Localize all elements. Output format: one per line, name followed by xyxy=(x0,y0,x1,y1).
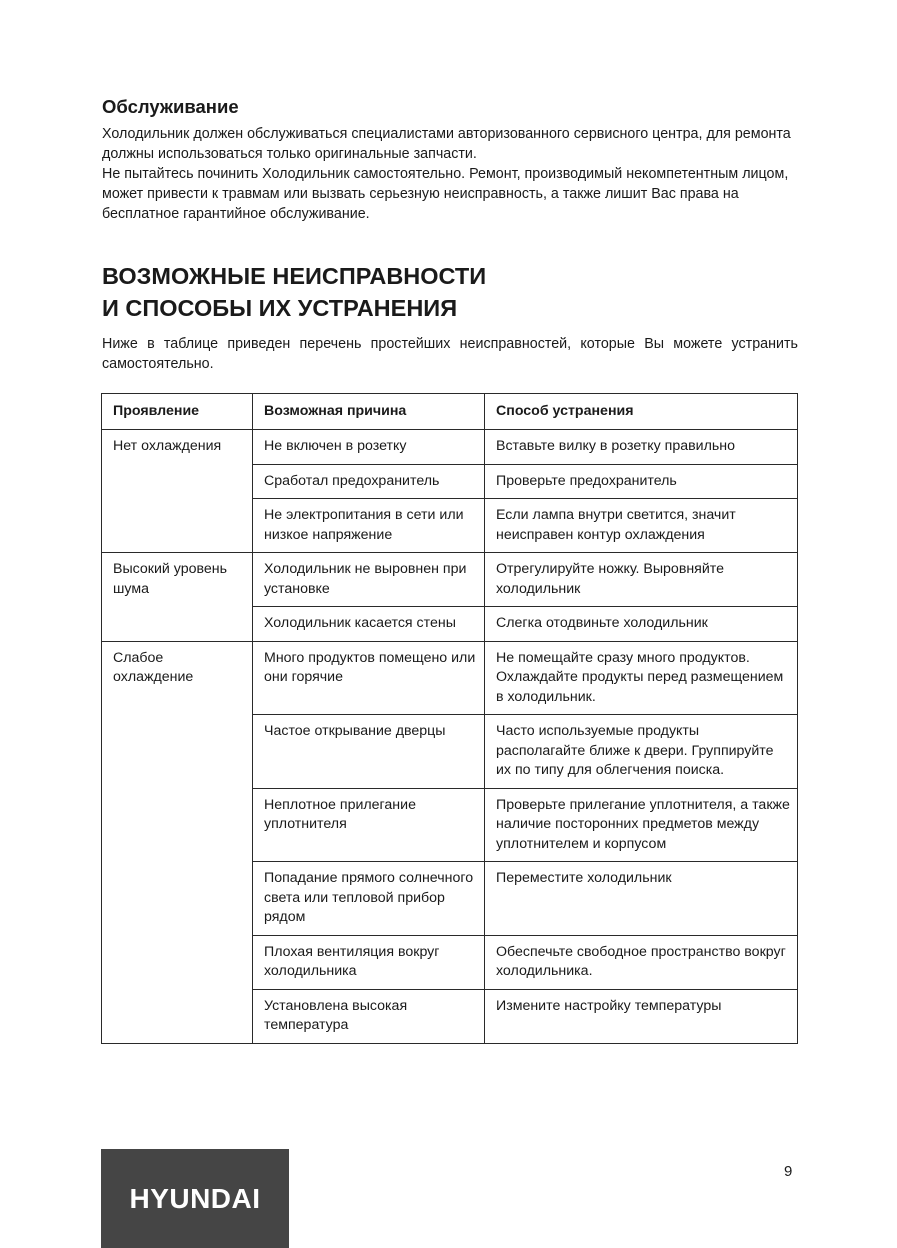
solution-cell: Не помещайте сразу много продуктов. Охлаждайте продукты перед размещением в холодильник. xyxy=(485,641,798,715)
cause-cell: Сработал предохранитель xyxy=(253,464,485,499)
troubleshooting-title-line-2: И СПОСОБЫ ИХ УСТРАНЕНИЯ xyxy=(102,295,458,321)
symptom-cell: Слабое охлаждение xyxy=(102,641,253,1043)
cause-cell: Плохая вентиляция вокруг холодильника xyxy=(253,935,485,989)
symptom-cell: Нет охлаждения xyxy=(102,430,253,553)
cause-cell: Не включен в розетку xyxy=(253,430,485,465)
cause-cell: Холодильник не выровнен при установке xyxy=(253,553,485,607)
solution-cell: Если лампа внутри светится, значит неисправен контур охлаждения xyxy=(485,499,798,553)
troubleshooting-table xyxy=(101,393,798,1044)
brand-name: HYUNDAI xyxy=(129,1182,261,1214)
troubleshooting-title-line-1: ВОЗМОЖНЫЕ НЕИСПРАВНОСТИ xyxy=(102,263,487,289)
solution-cell: Часто используемые продукты располагайте ближе к двери. Группируйте их по типу для облегчения поиска. xyxy=(485,715,798,789)
header-cause: Возможная причина xyxy=(253,394,485,430)
table-row xyxy=(102,430,798,465)
cause-cell: Попадание прямого солнечного света или тепловой прибор рядом xyxy=(253,862,485,936)
table-row xyxy=(102,553,798,607)
solution-cell: Проверьте прилегание уплотнителя, а также наличие посторонних предметов между уплотнителем и корпусом xyxy=(485,788,798,862)
solution-cell: Слегка отодвиньте холодильник xyxy=(485,607,798,642)
cause-cell: Установлена высокая температура xyxy=(253,989,485,1043)
header-symptom: Проявление xyxy=(102,394,253,430)
maintenance-paragraph-1: Холодильник должен обслуживаться специалистами авторизованного сервисного центра, для ремонта должны использоваться только оригинальные запчасти. xyxy=(102,126,791,162)
table-row xyxy=(102,641,798,715)
solution-cell: Вставьте вилку в розетку правильно xyxy=(485,430,798,465)
header-solution: Способ устранения xyxy=(485,394,798,430)
cause-cell: Не электропитания в сети или низкое напряжение xyxy=(253,499,485,553)
table-header-row xyxy=(102,394,798,430)
cause-cell: Холодильник касается стены xyxy=(253,607,485,642)
hyundai-logo xyxy=(101,1149,289,1248)
solution-cell: Обеспечьте свободное пространство вокруг холодильника. xyxy=(485,935,798,989)
solution-cell: Измените настройку температуры xyxy=(485,989,798,1043)
page-number: 9 xyxy=(784,1163,793,1180)
maintenance-title: Обслуживание xyxy=(102,96,239,117)
cause-cell: Много продуктов помещено или они горячие xyxy=(253,641,485,715)
maintenance-paragraph-2: Не пытайтесь починить Холодильник самостоятельно. Ремонт, производимый некомпетентным лицом, может привести к травмам или вызвать серьезную неисправность, а также лишит Вас права на бесплатное гарантийное обслуживание. xyxy=(102,166,789,222)
troubleshooting-intro: Ниже в таблице приведен перечень простейших неисправностей, которые Вы можете устранить самостоятельно. xyxy=(102,336,798,372)
symptom-cell: Высокий уровень шума xyxy=(102,553,253,642)
cause-cell: Частое открывание дверцы xyxy=(253,715,485,789)
solution-cell: Проверьте предохранитель xyxy=(485,464,798,499)
troubleshooting-title xyxy=(102,260,486,324)
cause-cell: Неплотное прилегание уплотнителя xyxy=(253,788,485,862)
solution-cell: Переместите холодильник xyxy=(485,862,798,936)
solution-cell: Отрегулируйте ножку. Выровняйте холодильник xyxy=(485,553,798,607)
